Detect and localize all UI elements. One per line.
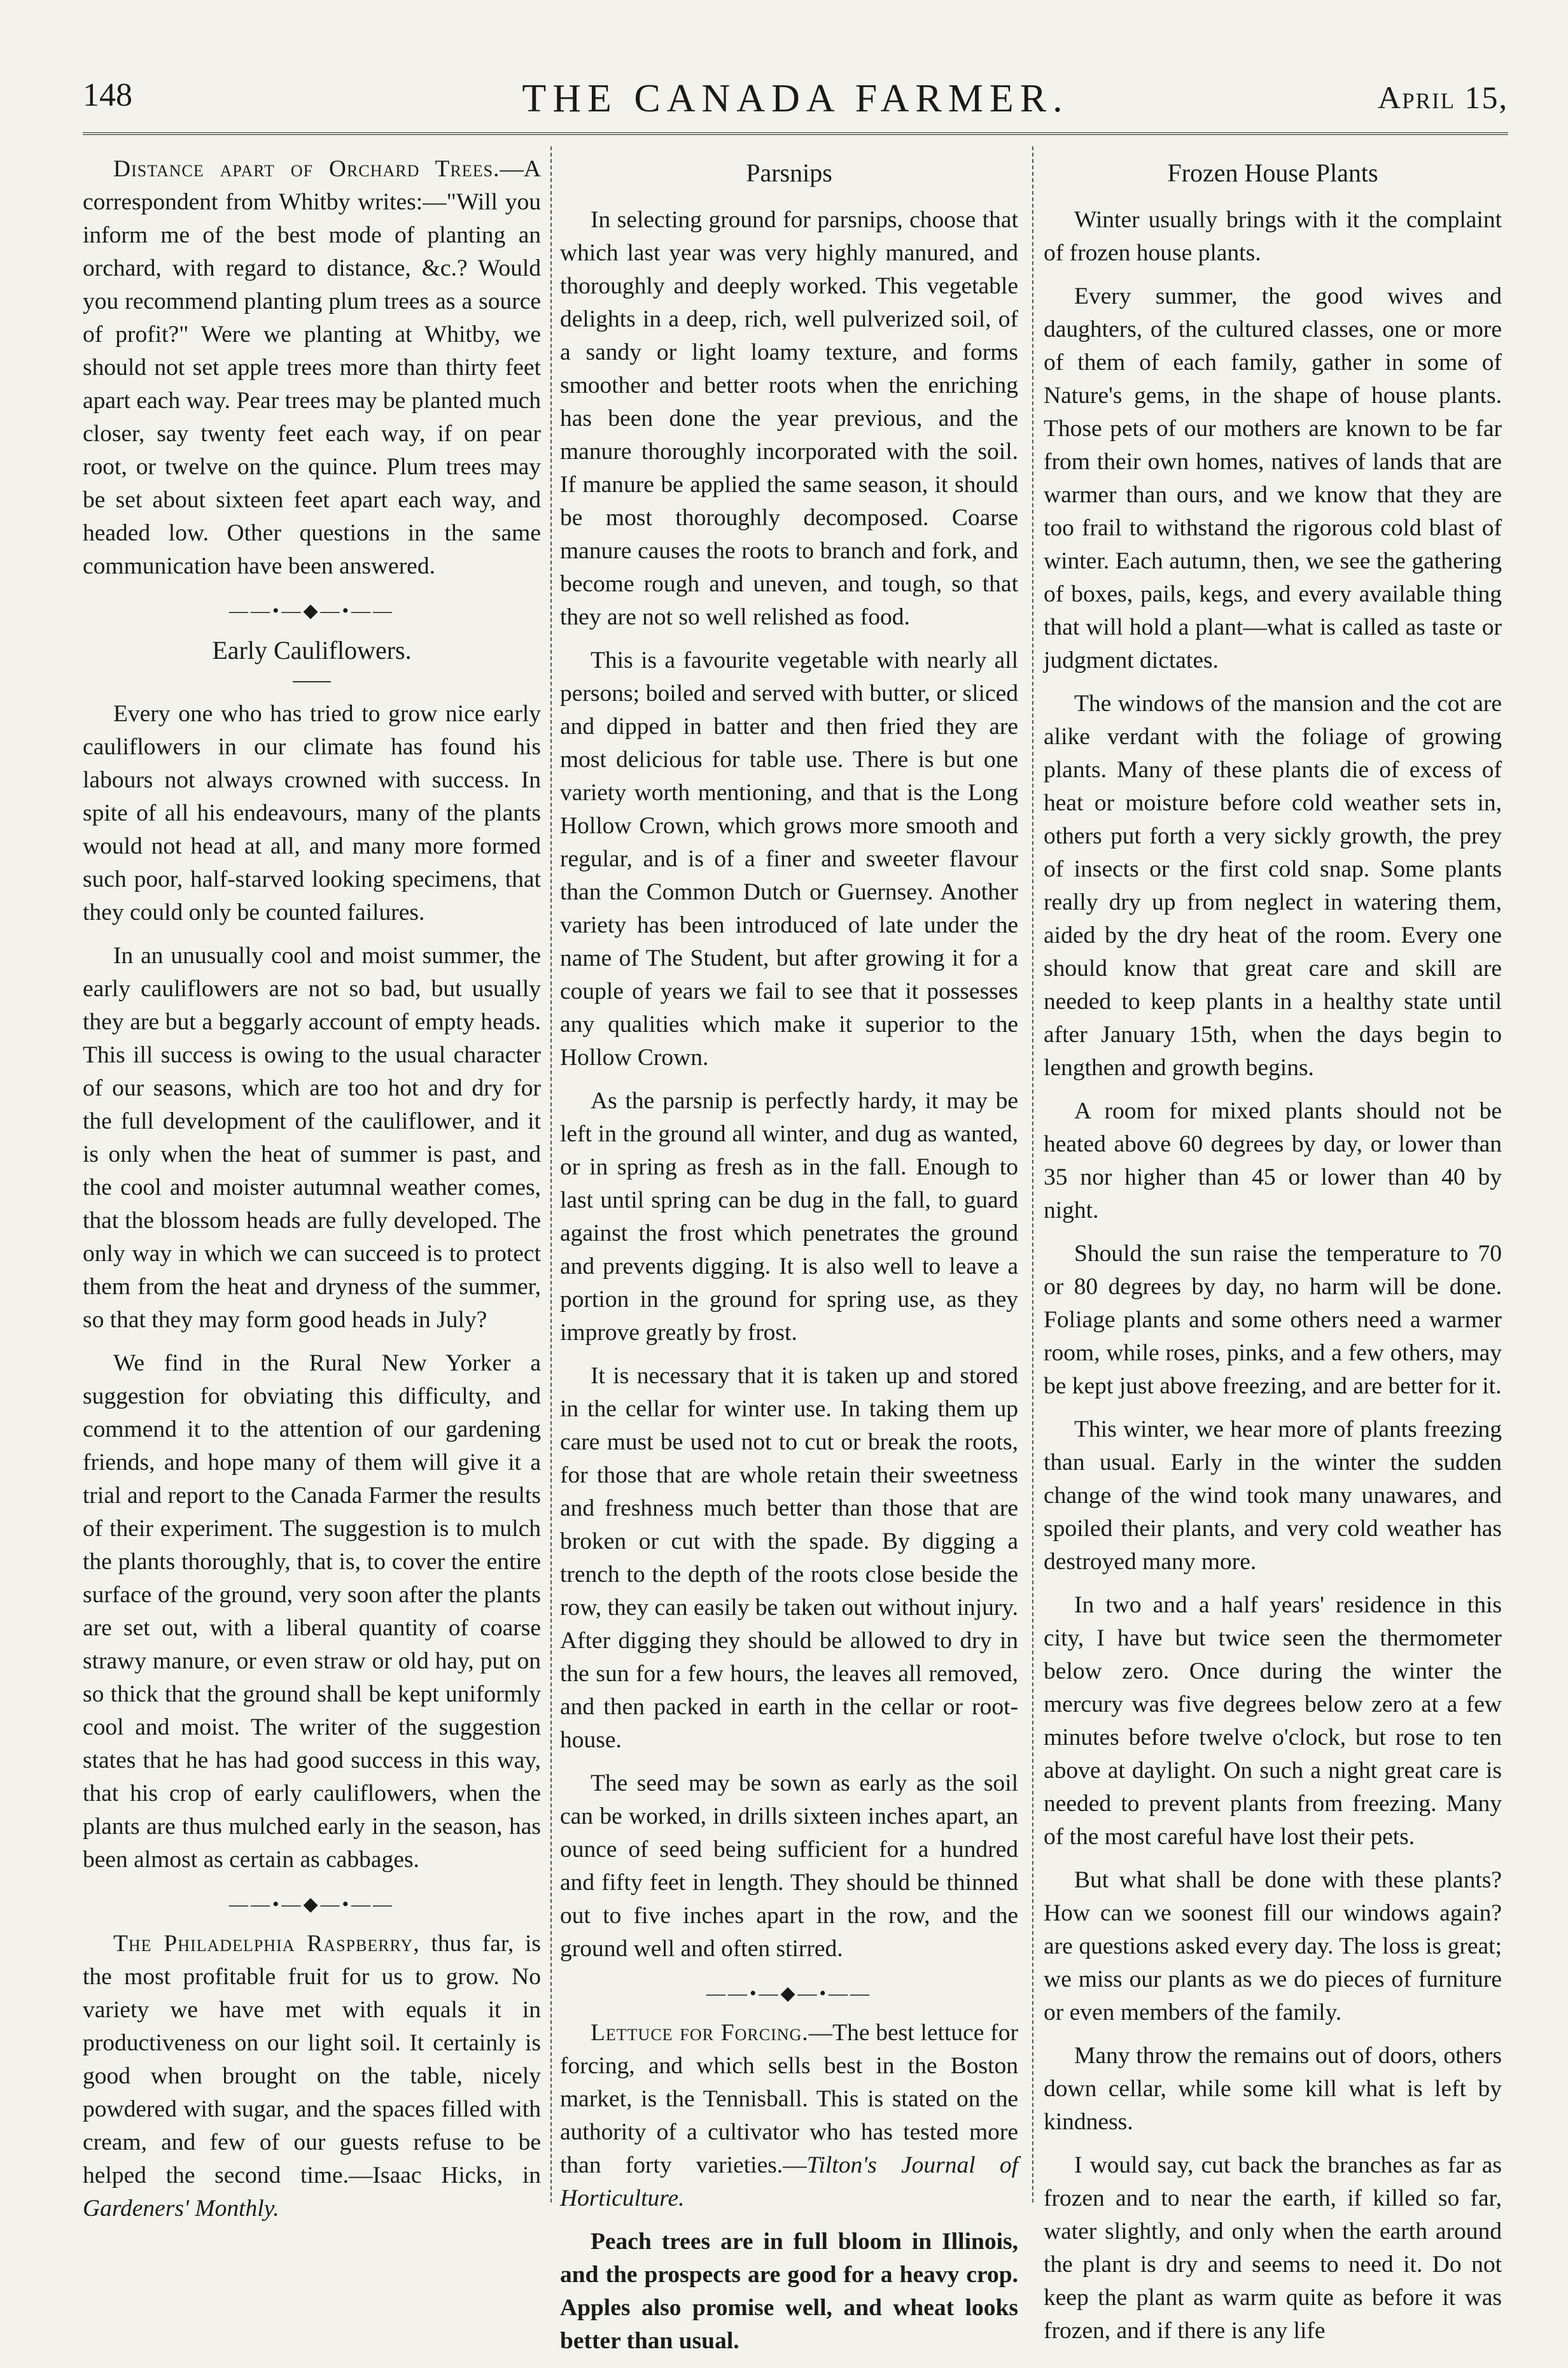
paragraph: As the parsnip is perfectly hardy, it may be left in the ground all winter, and dug as wanted, or in spring as fresh as in the fall. Enough to last until spring can be dug in the fall, to guard against the frost which penetrates the ground and prevents digging. It is also well to leave a portion in the ground for spring use, as they improve greatly by frost. [560, 1088, 1018, 1346]
paragraph: In selecting ground for parsnips, choose that which last year was very highly manured, and thoroughly and deeply worked. This vegetable delights in a deep, rich, well pulverized soil, of a sandy or light loamy texture, and forms smoother and better roots when the enriching has been done the year previous, and the manure thoroughly incorporated with the soil. If manure be applied the same season, it should be most thoroughly decomposed. Coarse manure causes the roots to branch and fork, and become rough and uneven, and tough, so that they are not so well relished as food. [560, 207, 1018, 630]
paragraph: But what shall be done with these plants? How can we soonest fill our windows again? are questions asked every day. The loss is great; we miss our plants as we do pieces of furniture or even members of the family. [1044, 1867, 1502, 2026]
newspaper-title: THE CANADA FARMER. [522, 77, 1069, 120]
article-source: Tilton's Journal of Horticulture. [560, 2152, 1018, 2211]
heading-frozen-house-plants: Frozen House Plants [1167, 159, 1378, 187]
paragraph: This winter, we hear more of plants freezing than usual. Early in the winter the sudden change of the wind took many unawares, and spoiled their plants, and very cold weather has destroyed many more. [1044, 1416, 1502, 1575]
issue-date: April 15, [1378, 80, 1508, 115]
heading-rule [293, 681, 331, 682]
article-lettuce [560, 2017, 1018, 2215]
masthead-rule [83, 132, 1508, 135]
paragraph: In two and a half years' residence in this city, I have but twice seen the thermometer below zero. Once during the winter the mercury was five degrees below zero at a few minutes before twelve o'clock, but rose to ten above at daylight. On such a night great care is needed to prevent plants from freezing. Many of the most careful have lost their pets. [1044, 1592, 1502, 1850]
paragraph: Every one who has tried to grow nice early cauliflowers in our climate has found his labours not always crowned with success. In spite of all his endeavours, many of the plants would not head at all, and many more formed such poor, half-starved looking specimens, that they could only be counted failures. [83, 701, 541, 926]
article-body: thus far, is the most profitable fruit for us to grow. No variety we have met with equals it in productiveness on our light soil. It certainly is good when brought on the table, nicely powdered with sugar, and the spaces filled with cream, and few of our guests refuse to be helped the second time.—Isaac Hicks, in [83, 1931, 541, 2188]
article-raspberry [83, 1928, 541, 2225]
article-body: —A correspondent from Whitby writes:—"Will you inform me of the best mode of planting an orchard, with regard to distance, &c.? Would you recommend planting plum trees as a source of profit?" Were we planting at Whitby, we should not set apple trees more than thirty feet apart each way. Pear trees may be planted much closer, say twenty feet each way, if on pear root, or twelve on the quince. Plum trees may be set about sixteen feet apart each way, and headed low. Other questions in the same communication have been answered. [83, 156, 541, 579]
separator-ornament: ——•—◆—•—— [706, 1983, 872, 2004]
article-orchard-trees [83, 153, 541, 583]
article-body: —The best lettuce for forcing, and which sells best in the Boston market, is the Tennisball. This is stated on the authority of a cultivator who has tested more than forty varieties.— [560, 2020, 1018, 2178]
article-source: Gardeners' Monthly. [83, 2195, 279, 2222]
article-lead: The Philadelphia Raspberry, [113, 1931, 420, 1957]
paragraph: Many throw the remains out of doors, others down cellar, while some kill what is left by kindness. [1044, 2043, 1502, 2135]
column-right [1044, 153, 1502, 2358]
column-middle [560, 153, 1018, 2368]
paragraph: A room for mixed plants should not be heated above 60 degrees by day, or lower than 35 nor higher than 45 or lower than 40 by night. [1044, 1098, 1502, 1223]
heading-parsnips: Parsnips [746, 159, 832, 187]
column-divider [550, 146, 552, 2202]
paragraph: It is necessary that it is taken up and stored in the cellar for winter use. In taking them up care must be used not to cut or break the roots, for those that are whole retain their sweetness and freshness much better than those that are broken or cut with the spade. By digging a trench to the depth of the roots close beside the row, they can easily be taken out without injury. After digging they should be allowed to dry in the sun for a few hours, the leaves all removed, and then packed in earth in the cellar or root-house. [560, 1363, 1018, 1753]
article-lead: Distance apart of Orchard Trees. [113, 156, 500, 182]
column-left [83, 153, 541, 2236]
paragraph: This is a favourite vegetable with nearly all persons; boiled and served with butter, or sliced and dipped in batter and then fried they are most delicious for table use. There is but one variety worth mentioning, and that is the Long Hollow Crown, which grows more smooth and regular, and is of a finer and sweeter flavour than the Common Dutch or Guernsey. Another variety has been introduced of late under the name of The Student, but after growing it for a couple of years we fail to see that it possesses any qualities which make it superior to the Hollow Crown. [560, 647, 1018, 1071]
paragraph: I would say, cut back the branches as far as frozen and to near the earth, if killed so far, water slightly, and only when the earth around the plant is dry and seems to need it. Do not keep the plant as warm quite as before it was frozen, and if there is any life [1044, 2152, 1502, 2344]
page-number: 148 [83, 77, 132, 113]
paragraph: The seed may be sown as early as the soil can be worked, in drills sixteen inches apart, an ounce of seed being sufficient for a hundred and fifty feet in length. They should be thinned out to five inches apart in the row, and the ground well and often stirred. [560, 1770, 1018, 1962]
paragraph: In an unusually cool and moist summer, the early cauliflowers are not so bad, but usually they are but a beggarly account of empty heads. This ill success is owing to the usual character of our seasons, which are too hot and dry for the full development of the cauliflower, and it is only when the heat of summer is past, and the cool and moister autumnal weather comes, that the blossom heads are fully developed. The only way in which we can succeed is to protect them from the heat and dryness of the summer, so that they may form good heads in July? [83, 943, 541, 1333]
heading-early-cauliflowers: Early Cauliflowers. [212, 636, 412, 665]
paragraph: Winter usually brings with it the complaint of frozen house plants. [1044, 207, 1502, 266]
separator-ornament: ——•—◆—•—— [228, 1894, 395, 1915]
column-divider [1032, 146, 1033, 2202]
paragraph: We find in the Rural New Yorker a suggestion for obviating this difficulty, and commend it to the attention of our gardening friends, and hope many of them will give it a trial and report to the Canada Farmer the results of their experiment. The suggestion is to mulch the plants thoroughly, that is, to cover the entire surface of the ground, very soon after the plants are set out, with a liberal quantity of coarse strawy manure, or even straw or old hay, put on so thick that the ground shall be kept uniformly cool and moist. The writer of the suggestion states that he has had good success in this way, that his crop of early cauliflowers, when the plants are thus mulched early in the season, has been almost as certain as cabbages. [83, 1350, 541, 1873]
separator-ornament: ——•—◆—•—— [228, 600, 395, 621]
paragraph: The windows of the mansion and the cot are alike verdant with the foliage of growing plants. Many of these plants die of excess of heat or moisture before cold weather sets in, others put forth a very sickly growth, the prey of insects or the first cold snap. Some plants really dry up from neglect in watering them, aided by the dry heat of the room. Every one should know that great care and skill are needed to keep plants in a healthy state until after January 15th, when the days begin to lengthen and growth begins. [1044, 691, 1502, 1081]
note-peach-trees: Peach trees are in full bloom in Illinois, and the prospects are good for a heavy crop. Apples also promise well, and wheat looks better than usual. [560, 2229, 1018, 2354]
paragraph: Every summer, the good wives and daughters, of the cultured classes, one or more of them of each family, gather in some of Nature's gems, in the shape of house plants. Those pets of our mothers are known to be far from their own homes, natives of lands that are warmer than ours, and we know that they are too frail to withstand the rigorous cold blast of winter. Each autumn, then, we see the gathering of boxes, pails, kegs, and every available thing that will hold a plant—what is called as taste or judgment dictates. [1044, 283, 1502, 673]
paragraph: Should the sun raise the temperature to 70 or 80 degrees by day, no harm will be done. Foliage plants and some others need a warmer room, while roses, pinks, and a few others, may be kept just above freezing, and are better for it. [1044, 1241, 1502, 1399]
masthead [83, 76, 1508, 134]
article-lead: Lettuce for Forcing. [591, 2020, 809, 2046]
